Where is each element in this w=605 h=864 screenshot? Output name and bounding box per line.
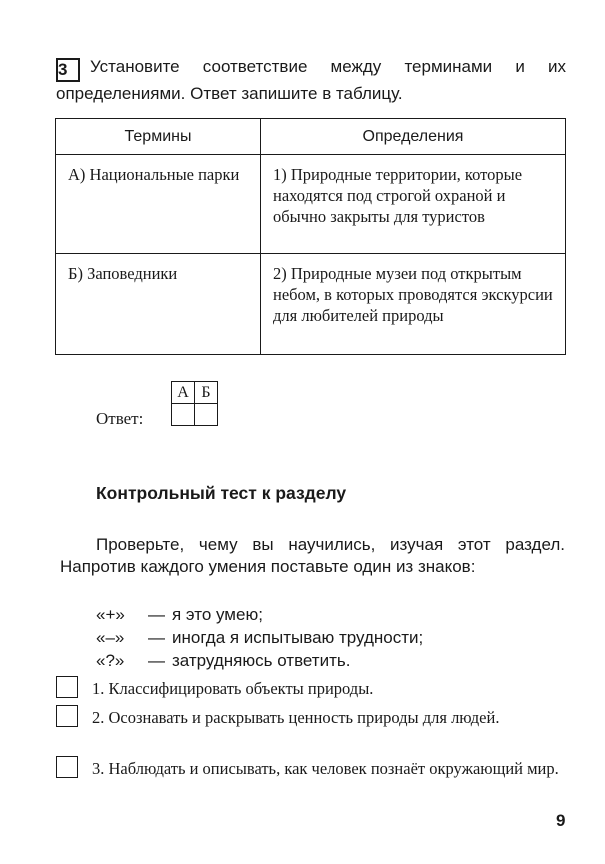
skill-item-2 xyxy=(56,705,566,729)
header-definitions: Определения xyxy=(261,119,566,155)
legend-dash: — xyxy=(148,605,165,624)
skill-text: 2. Осознавать и раскрывать ценность природы для людей. xyxy=(92,708,500,727)
legend-text: иногда я испытываю трудности; xyxy=(172,628,424,647)
matching-table xyxy=(55,118,566,355)
skill-checkbox[interactable] xyxy=(56,676,78,698)
answer-cell-b[interactable] xyxy=(195,404,218,426)
table-row xyxy=(56,254,566,355)
table-row xyxy=(56,155,566,254)
task-3 xyxy=(56,55,566,106)
task-3-instruction xyxy=(56,55,566,106)
legend-dash: — xyxy=(148,651,165,670)
skill-item-1 xyxy=(56,676,566,700)
task-3-text: Установите соответствие между терминами и их определениями. Ответ запишите в таблицу. xyxy=(56,57,566,103)
task-number-badge: 3 xyxy=(56,58,80,82)
skill-checkbox[interactable] xyxy=(56,756,78,778)
skill-item-3 xyxy=(56,756,566,780)
section-intro: Проверьте, чему вы научились, изучая этот раздел. Напротив каждого умения поставьте один из знаков: xyxy=(60,535,565,576)
legend-text: затрудняюсь ответить. xyxy=(172,651,351,670)
legend xyxy=(96,603,423,672)
legend-dash: — xyxy=(148,628,165,647)
section-title: Контрольный тест к разделу xyxy=(96,483,347,503)
legend-item xyxy=(96,603,423,626)
legend-symbol: «?» xyxy=(96,651,125,670)
header-terms: Термины xyxy=(56,119,261,155)
skill-text: 1. Классифицировать объекты природы. xyxy=(92,679,374,698)
answer-grid xyxy=(171,381,218,426)
skill-checkbox[interactable] xyxy=(56,705,78,727)
answer-cell-a[interactable] xyxy=(172,404,195,426)
term-cell: А) Национальные парки xyxy=(56,155,261,254)
legend-symbol: «–» xyxy=(96,628,125,647)
answer-label: Ответ: xyxy=(96,409,144,428)
page-number: 9 xyxy=(556,811,566,830)
legend-text: я это умею; xyxy=(172,605,263,624)
table-header-row xyxy=(56,119,566,155)
answer-col-b-header: Б xyxy=(195,382,218,404)
legend-item xyxy=(96,626,423,649)
legend-symbol: «+» xyxy=(96,605,125,624)
legend-item xyxy=(96,649,423,672)
definition-cell: 2) Природные музеи под открытым небом, в которых проводятся экскурсии для любителей природы xyxy=(261,254,566,355)
definition-cell: 1) Природные территории, которые находятся под строгой охраной и обычно закрыты для туристов xyxy=(261,155,566,254)
skill-text: 3. Наблюдать и описывать, как человек познаёт окружающий мир. xyxy=(92,759,559,778)
term-cell: Б) Заповедники xyxy=(56,254,261,355)
answer-col-a-header: А xyxy=(172,382,195,404)
